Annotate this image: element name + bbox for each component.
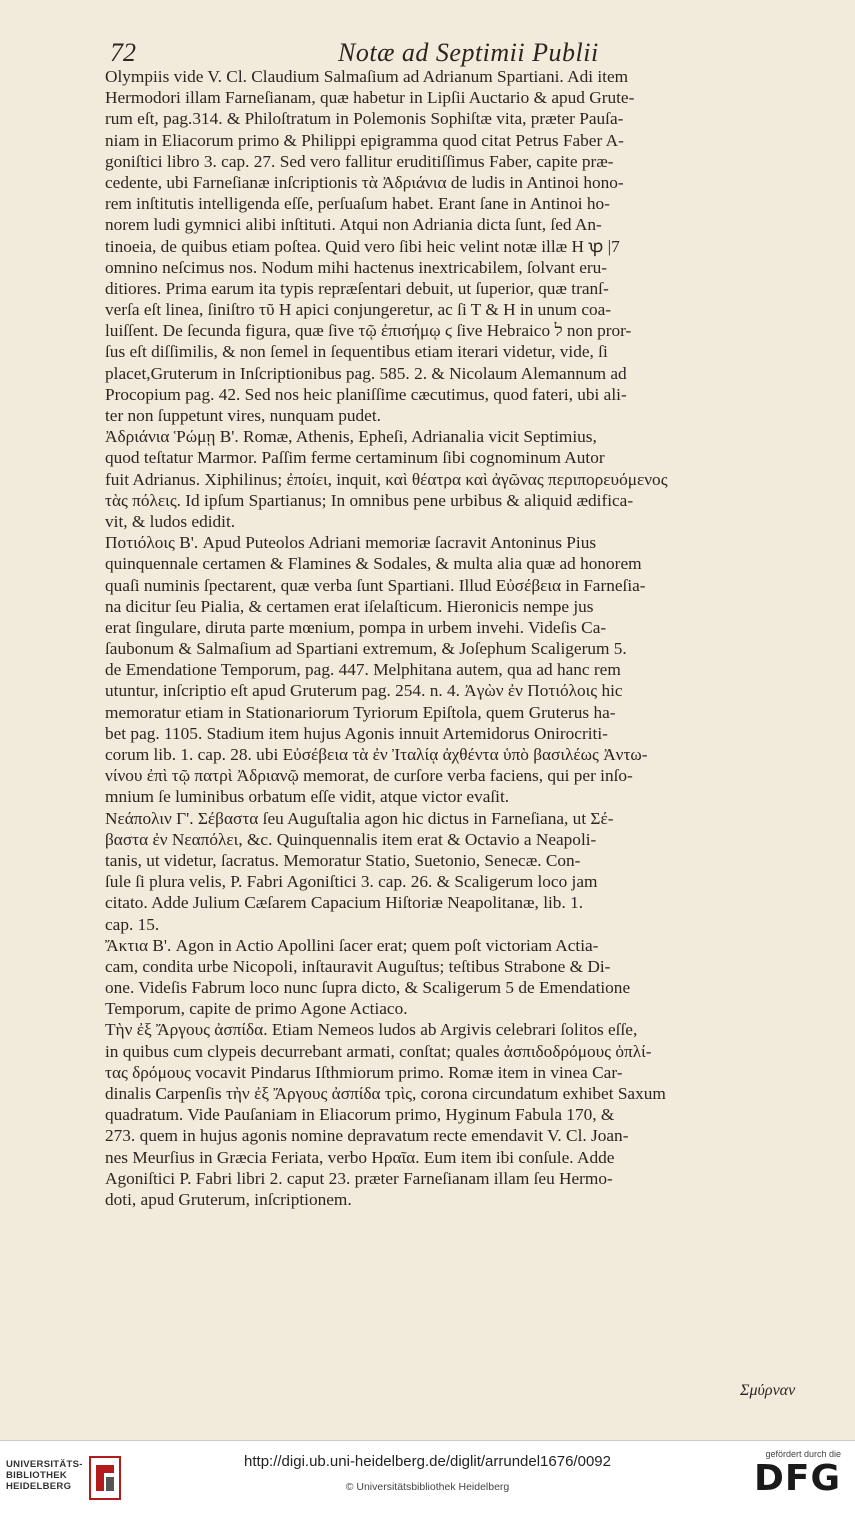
text-line: rem inſtitutis intelligenda eſſe, perſuaſum habet. Erant ſane in Antinoi ho-	[105, 194, 610, 214]
text-line: cap. 15.	[105, 914, 160, 934]
text-line: one. Videſis Fabrum loco nunc ſupra dicto, & Scaligerum 5 de Emendatione	[105, 978, 631, 998]
text-line: dinalis Carpenſis τὴν ἐξ Ἄργους ἀσπίδα τρὶς, corona circundatum exhibet Saxum	[105, 1084, 666, 1103]
text-line: τας δρόμους vocavit Pindarus Iſthmiorum primo. Romæ item in vinea Car-	[105, 1062, 623, 1082]
text-line: Hermodori illam Farneſianam, quæ habetur in Lipſii Auctario & apud Grute-	[105, 88, 635, 108]
text-line: ſule ſi plura velis, P. Fabri Agoniſtici 3. cap. 26. & Scaligerum loco jam	[105, 872, 598, 892]
text-line: niam in Eliacorum primo & Philippi epigramma quod citat Petrus Faber A-	[105, 130, 624, 150]
text-line: ditiores. Prima earum ita typis repræſentari debuit, ut ſuperior, quæ tranſ-	[105, 278, 609, 298]
library-name-line: BIBLIOTHEK	[6, 1470, 68, 1481]
dfg-wordmark: DFG	[753, 1458, 841, 1499]
text-line: Procopium pag. 42. Sed nos heic planiſſime cæcutimus, quod fateri, ubi ali-	[105, 384, 627, 404]
text-line: placet,Gruterum in Inſcriptionibus pag. 585. 2. & Nicolaum Alemannum ad	[105, 363, 627, 383]
text-line: bet pag. 1105. Stadium item hujus Agonis innuit Artemidorus Onirocriti-	[105, 723, 608, 743]
body-text	[105, 66, 825, 1210]
text-line: erat ſingulare, diruta parte mœnium, pompa in urbem invehi. Videſis Ca-	[105, 617, 607, 637]
library-name-line: UNIVERSITÄTS-	[6, 1459, 83, 1470]
dfg-logo	[731, 1449, 841, 1515]
catchword: Σμύρναν	[740, 1382, 796, 1399]
viewer-footer	[0, 1440, 855, 1522]
text-line: ſus eſt diſſimilis, & non ſemel in ſequentibus etiam iterari videtur, vide, ſi	[105, 342, 608, 362]
running-title: Notæ ad Septimii Publii	[338, 38, 599, 67]
copyright-notice: © Universitätsbibliothek Heidelberg	[345, 1481, 510, 1493]
text-line: tinoeia, de quibus etiam poſtea. Quid vero ſibi heic velint notæ illæ H ꝕ |7	[105, 236, 620, 256]
permalink-url[interactable]: http://digi.ub.uni-heidelberg.de/diglit/arrundel1676/0092	[244, 1453, 611, 1470]
text-line: quadratum. Vide Pauſaniam in Eliacorum primo, Hyginum Fabula 170, &	[105, 1105, 615, 1125]
funded-by-label: gefördert durch die	[765, 1449, 841, 1459]
text-line: Olympiis vide V. Cl. Claudium Salmaſium ad Adrianum Spartiani. Adi item	[105, 67, 629, 86]
text-line: Ἄκτια Β'. Agon in Actio Apollini ſacer erat; quem poſt victoriam Actia-	[105, 935, 599, 955]
text-line: ter non ſuppetunt vires, nunquam pudet.	[105, 406, 381, 425]
text-line: vit, & ludos edidit.	[105, 511, 236, 531]
text-line: omnino neſcimus nos. Nodum mihi hactenus inextricabilem, ſolvant eru-	[105, 257, 608, 277]
page-number: 72	[110, 38, 136, 67]
text-line: corum lib. 1. cap. 28. ubi Εὐσέβεια τὰ ἐν Ἰταλίᾳ ἀχθέντα ὑπὸ βασιλέως Ἀντω-	[105, 745, 648, 764]
text-line: doti, apud Gruterum, inſcriptionem.	[105, 1189, 352, 1209]
library-name-line: HEIDELBERG	[6, 1481, 72, 1492]
text-line: nes Meurſius in Græcia Feriata, verbo Ηραῖα. Eum item ibi conſule. Adde	[105, 1147, 615, 1167]
text-line: quaſi numinis ſpectarent, quæ verba ſunt Spartiani. Illud Εὐσέβεια in Farneſia-	[105, 575, 646, 595]
text-line: cam, condita urbe Nicopoli, inſtauravit Auguſtus; teſtibus Strabone & Di-	[105, 956, 611, 976]
text-line: Ποτιόλοις Β'. Apud Puteolos Adriani memoriæ ſacravit Antoninus Pius	[105, 533, 597, 553]
text-line: memoratur etiam in Stationariorum Tyriorum Epiſtola, quem Gruterus ha-	[105, 702, 616, 722]
text-line: rum eſt, pag.314. & Philoſtratum in Polemonis Sophiſtæ vita, præter Pauſa-	[105, 109, 624, 129]
text-line: cedente, ubi Farneſianæ inſcriptionis τὰ Ἀδριάνια de ludis in Antinoi hono-	[105, 172, 624, 192]
text-line: Νεάπολιν Γ'. Σέβαστα ſeu Auguſtalia agon hic dictus in Farneſiana, ut Σέ-	[105, 808, 614, 828]
text-line: verſa eſt linea, ſiniſtro τῦ H apici conjungeretur, ac ſi T & H in unum coa-	[105, 300, 612, 320]
text-line: νίνου ἐπὶ τῷ πατρὶ Ἀδριανῷ memorat, de curſore verba faciens, qui per inſo-	[105, 766, 633, 786]
text-line: norem ludi gymnici alibi inſtituti. Atqui non Adriania dicta ſunt, ſed An-	[105, 215, 602, 235]
text-line: mnium ſe luminibus orbatum eſſe vidit, atque victor evaſit.	[105, 787, 510, 807]
text-line: tanis, ut videtur, ſacratus. Memoratur Statio, Suetonio, Senecæ. Con-	[105, 850, 581, 870]
text-line: goniſtici libro 3. cap. 27. Sed vero fallitur eruditiſſimus Faber, capite præ-	[105, 151, 614, 171]
text-line: ſaubonum & Salmaſium ad Spartiani extremum, & Joſephum Scaligerum 5.	[105, 639, 627, 659]
text-line: τὰς πόλεις. Id ipſum Spartianus; In omnibus pene urbibus & aliquid ædifica-	[105, 490, 634, 510]
text-line: quinquennale certamen & Flamines & Sodales, & multa alia quæ ad honorem	[105, 554, 642, 574]
text-line: quod teſtatur Marmor. Paſſim ferme certaminum ſibi cognominum Autor	[105, 448, 605, 468]
text-line: citato. Adde Julium Cæſarem Capacium Hiſtoriæ Neapolitanæ, lib. 1.	[105, 893, 584, 913]
text-line: na dicitur ſeu Pialia, & certamen erat iſelaſticum. Hieronicis nempe jus	[105, 596, 594, 616]
text-line: in quibus cum clypeis decurrebant armati, conſtat; quales ἀσπιδοδρόμους ὁπλί-	[105, 1041, 652, 1061]
text-line: Temporum, capite de primo Agone Actiaco.	[105, 999, 408, 1019]
text-line: Agoniſtici P. Fabri libri 2. caput 23. præter Farneſianam illam ſeu Hermo-	[105, 1168, 613, 1188]
text-line: fuit Adrianus. Xiphilinus; ἐποίει, inquit, καὶ θέατρα καὶ ἀγῶνας περιπορευόμενος	[105, 469, 668, 489]
text-line: luiſſent. De ſecunda figura, quæ ſive τῷ ἐπισήμῳ ϛ ſive Hebraico ל non pror-	[105, 321, 632, 341]
text-line: 273. quem in hujus agonis nomine depravatum recte emendavit V. Cl. Joan-	[105, 1126, 629, 1146]
text-line: βαστα ἐν Νεαπόλει, &c. Quinquennalis item erat & Octavio a Neapoli-	[105, 829, 597, 849]
text-line: Τὴν ἐξ Ἄργους ἀσπίδα. Etiam Nemeos ludos ab Argivis celebrari ſolitos eſſe,	[105, 1020, 638, 1040]
text-line: utuntur, inſcriptio eſt apud Gruterum pag. 254. n. 4. Ἀγὼν ἐν Ποτιόλοις hic	[105, 681, 623, 701]
text-line: Ἀδριάνια Ῥώμῃ Β'. Romæ, Athenis, Epheſi, Adrianalia vicit Septimius,	[105, 427, 597, 447]
text-line: de Emendatione Temporum, pag. 447. Melphitana autem, qua ad hanc rem	[105, 660, 621, 680]
